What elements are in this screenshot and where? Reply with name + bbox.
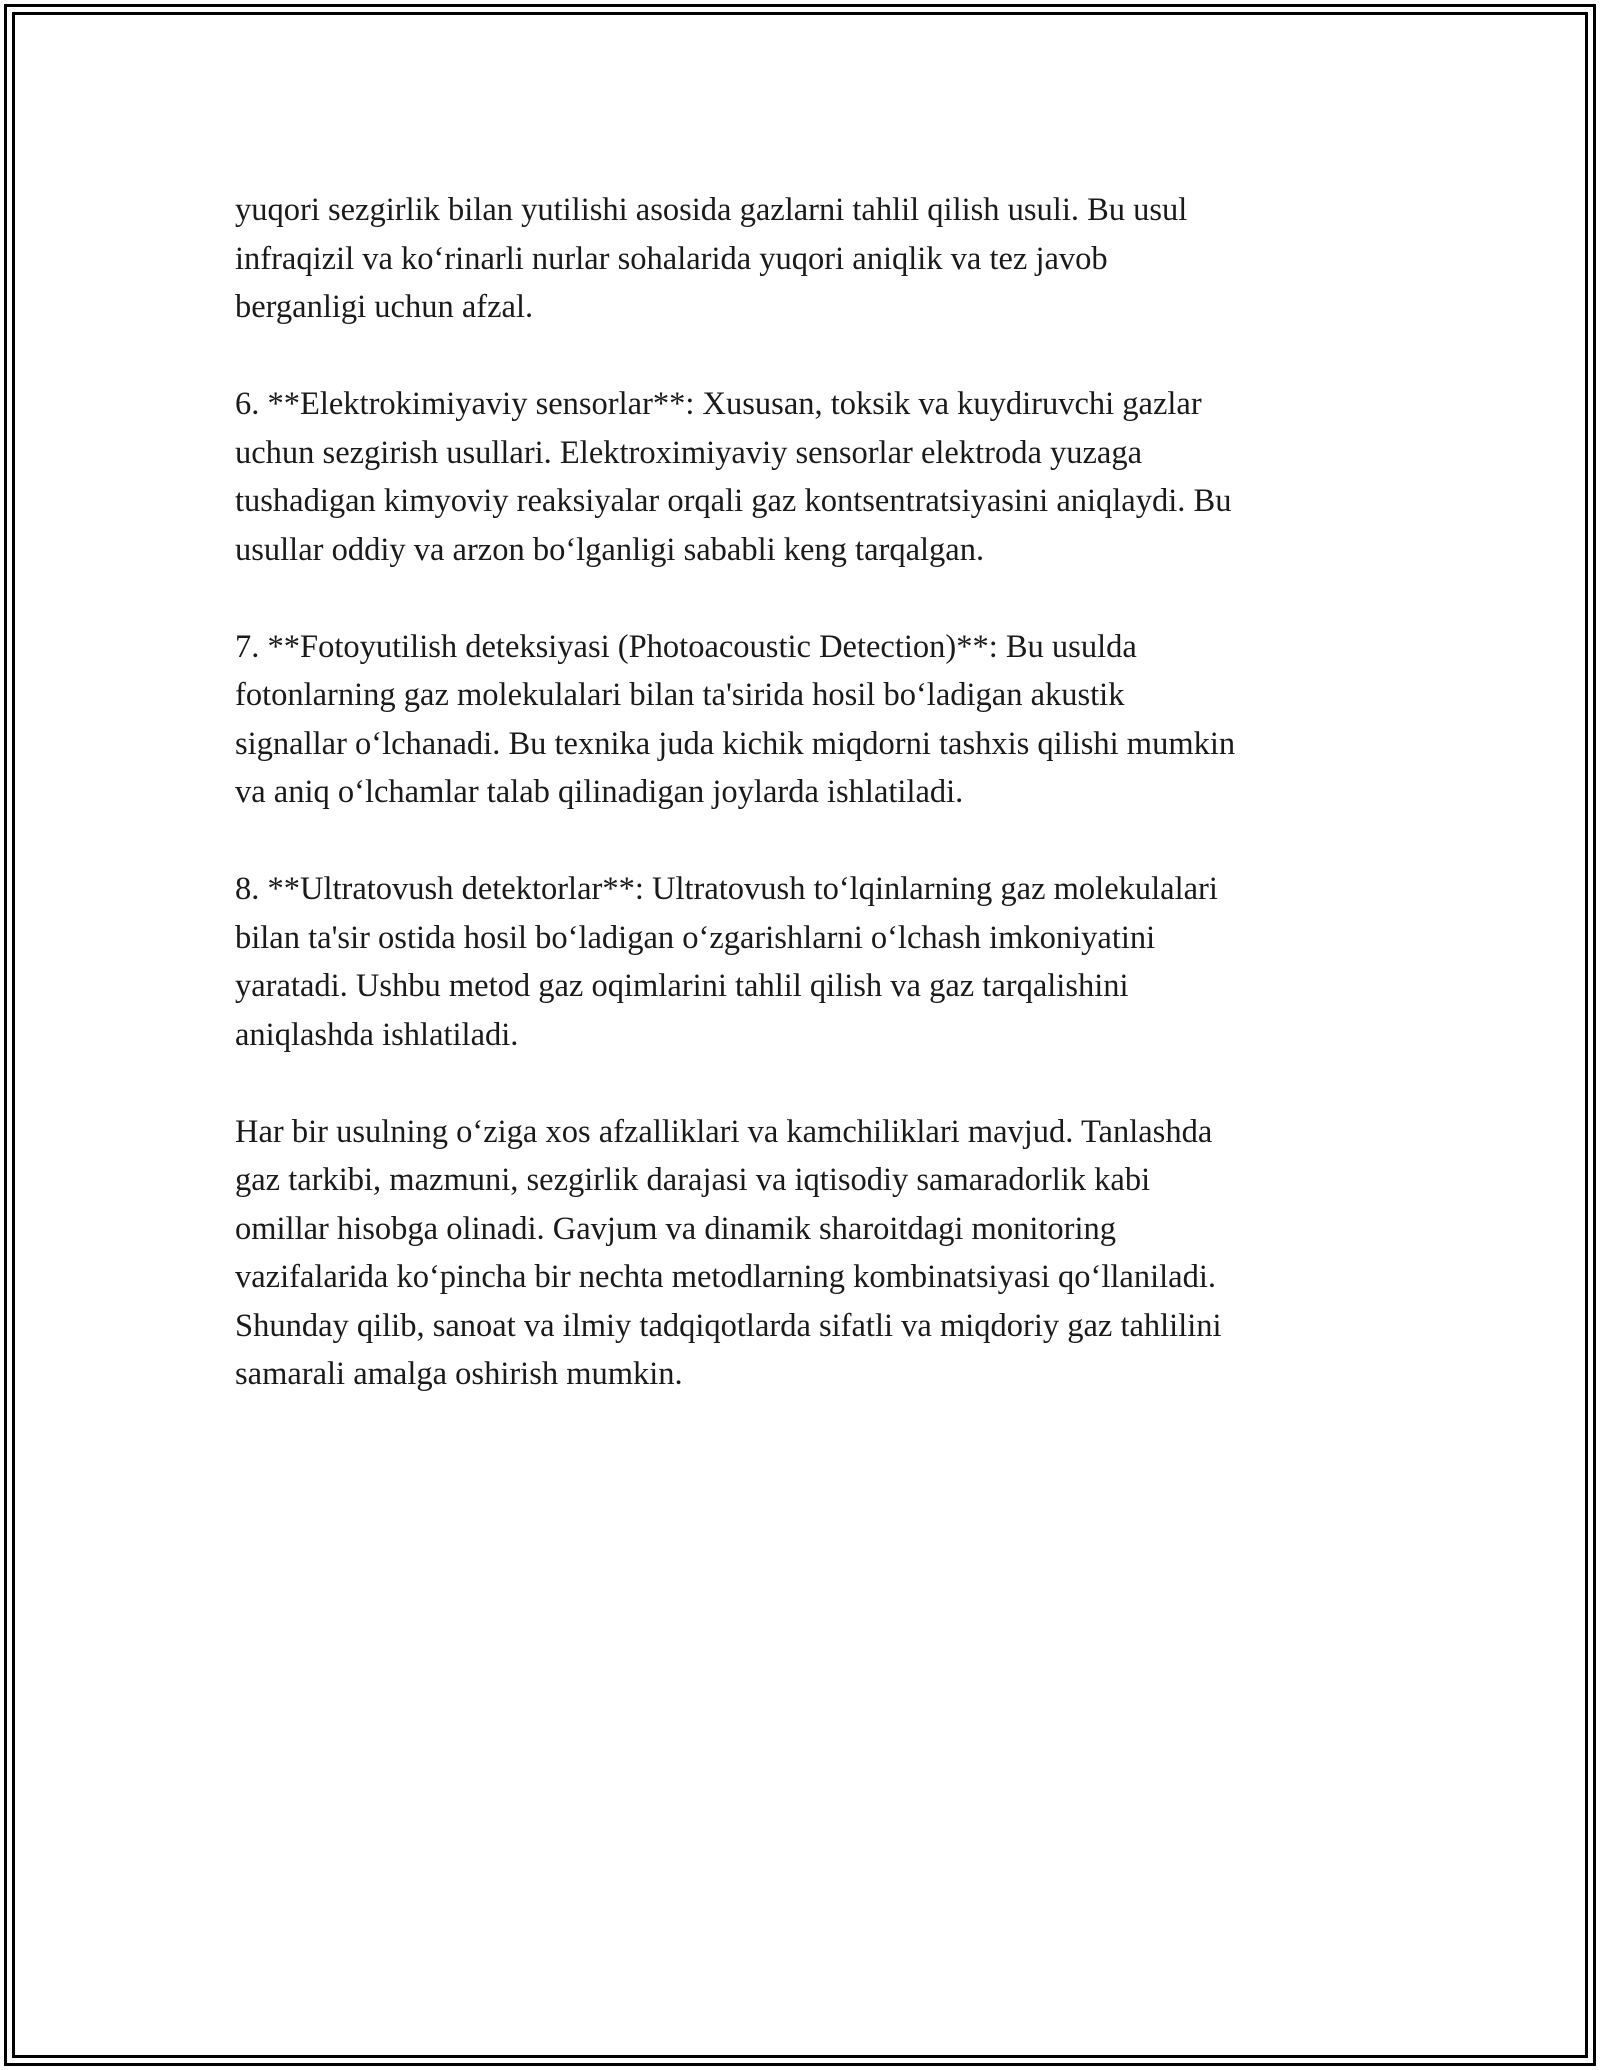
document-body <box>235 186 1380 1399</box>
paragraph-item-8: 8. **Ultratovush detektorlar**: Ultratovush to‘lqinlarning gaz molekulalari bilan ta'sir ostida hosil bo‘ladigan o‘zgarishlarni o‘lchash imkoniyatini yaratadi. Ushbu metod gaz oqimlarini tahlil qilish va gaz tarqalishini aniqlashda ishlatiladi. <box>235 871 1218 1053</box>
paragraph-continuation: yuqori sezgirlik bilan yutilishi asosida gazlarni tahlil qilish usuli. Bu usul infraqizil va ko‘rinarli nurlar sohalarida yuqori aniqlik va tez javob berganligi uchun afzal. <box>235 192 1188 325</box>
paragraph-item-6: 6. **Elektrokimiyaviy sensorlar**: Xususan, toksik va kuydiruvchi gazlar uchun sezgirish usullari. Elektroximiyaviy sensorlar elektroda yuzaga tushadigan kimyoviy reaksiyalar orqali gaz kontsentratsiyasini aniqlaydi. Bu usullar oddiy va arzon bo‘lganligi sababli keng tarqalgan. <box>235 386 1232 568</box>
paragraph-conclusion: Har bir usulning o‘ziga xos afzalliklari va kamchiliklari mavjud. Tanlashda gaz tarkibi, mazmuni, sezgirlik darajasi va iqtisodiy samaradorlik kabi omillar hisobga olinadi. Gavjum va dinamik sharoitdagi monitoring vazifalarida ko‘pincha bir nechta metodlarning kombinatsiyasi qo‘llaniladi. Shunday qilib, sanoat va ilmiy tadqiqotlarda sifatli va miqdoriy gaz tahlilini samarali amalga oshirish mumkin. <box>235 1113 1222 1392</box>
paragraph-item-7: 7. **Fotoyutilish deteksiyasi (Photoacoustic Detection)**: Bu usulda fotonlarning gaz molekulalari bilan ta'sirida hosil bo‘ladigan akustik signallar o‘lchanadi. Bu texnika juda kichik miqdorni tashxis qilishi mumkin va aniq o‘lchamlar talab qilinadigan joylarda ishlatiladi. <box>235 628 1236 810</box>
